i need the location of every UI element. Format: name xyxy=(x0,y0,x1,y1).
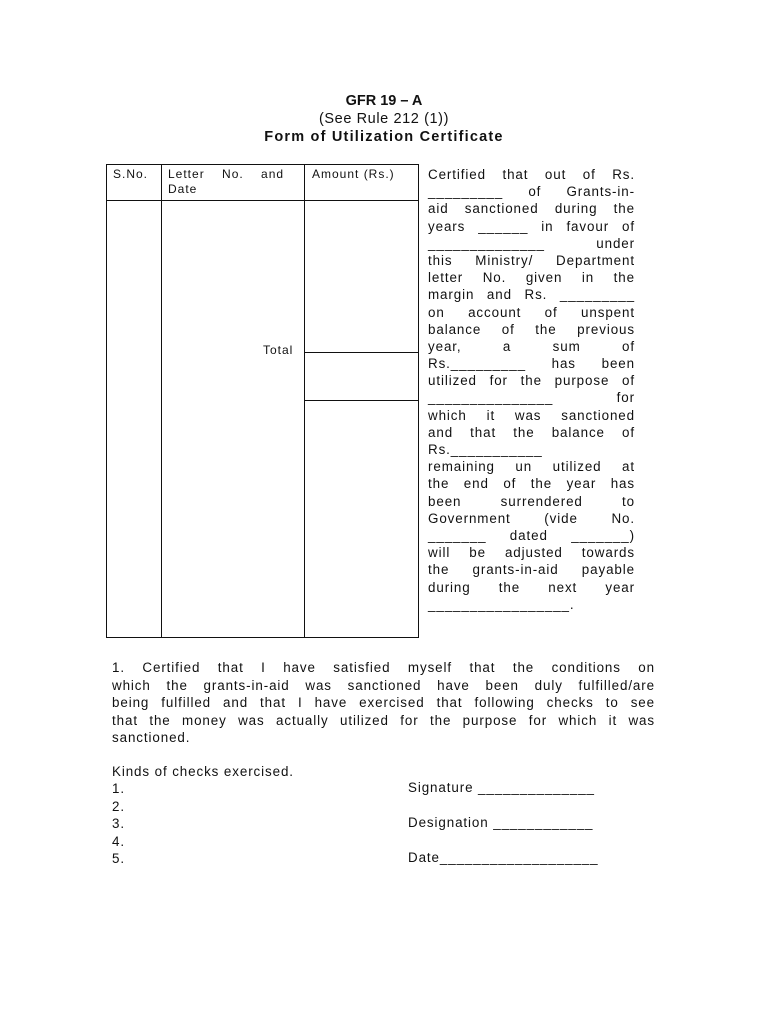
check-item: 1. xyxy=(112,781,125,797)
check-item: 2. xyxy=(112,798,125,814)
certificate-line: ______________ under xyxy=(428,235,635,251)
certificate-line: _______________ for xyxy=(428,390,635,406)
grants-table xyxy=(106,164,419,638)
table-header-rule xyxy=(107,200,418,201)
table-divider xyxy=(304,165,305,637)
certificate-line: been surrendered to xyxy=(428,493,635,509)
certification-paragraph xyxy=(112,659,655,747)
certificate-line: _______ dated _______) xyxy=(428,527,635,543)
paragraph-line: that the money was actually utilized for the purpose for which it was xyxy=(112,712,655,728)
certificate-line: aid sanctioned during the xyxy=(428,201,635,217)
checks-list xyxy=(112,763,294,867)
column-header-letter: Letter No. and xyxy=(168,167,285,181)
date-field: Date___________________ xyxy=(408,850,599,865)
certificate-line: year, a sum of xyxy=(428,338,635,354)
column-header-letter-date: Date xyxy=(168,182,198,196)
designation-field: Designation ____________ xyxy=(408,815,594,830)
column-header-sno: S.No. xyxy=(113,167,149,181)
certificate-line: letter No. given in the xyxy=(428,270,635,286)
form-title: Form of Utilization Certificate xyxy=(264,129,504,145)
certificate-line: _________________. xyxy=(428,596,575,612)
total-bottom-rule xyxy=(304,400,418,401)
rule-reference: (See Rule 212 (1)) xyxy=(318,111,450,127)
check-item: 3. xyxy=(112,816,125,832)
certificate-line: the end of the year has xyxy=(428,476,635,492)
certificate-line: which it was sanctioned xyxy=(428,407,635,423)
total-label: Total xyxy=(263,343,294,357)
certificate-text xyxy=(428,166,635,613)
certificate-line: Rs.___________ xyxy=(428,442,543,457)
certificate-line: Certified that out of Rs. xyxy=(428,167,635,182)
total-top-rule xyxy=(304,352,418,353)
certificate-line: utilized for the purpose of xyxy=(428,373,635,389)
table-divider xyxy=(161,165,162,637)
paragraph-line: which the grants-in-aid was sanctioned have been duly fulfilled/are xyxy=(112,677,655,693)
paragraph-line: 1. Certified that I have satisfied myself that the conditions on xyxy=(112,660,655,675)
check-item: 4. xyxy=(112,833,125,849)
signature-field: Signature ______________ xyxy=(408,780,595,795)
column-header-amount: Amount (Rs.) xyxy=(312,167,395,181)
form-code: GFR 19 – A xyxy=(345,93,423,109)
certificate-line: remaining un utilized at xyxy=(428,459,635,475)
certificate-line: Government (vide No. xyxy=(428,510,635,526)
paragraph-line: sanctioned. xyxy=(112,730,191,746)
checks-heading: Kinds of checks exercised. xyxy=(112,764,294,779)
check-item: 5. xyxy=(112,850,125,866)
certificate-line: during the next year xyxy=(428,579,635,595)
certificate-line: on account of unspent xyxy=(428,304,635,320)
certificate-line: the grants-in-aid payable xyxy=(428,562,635,578)
certificate-line: and that the balance of xyxy=(428,424,635,440)
certificate-line: years ______ in favour of xyxy=(428,218,635,234)
certificate-line: balance of the previous xyxy=(428,321,635,337)
certificate-line: _________ of Grants-in- xyxy=(428,184,635,200)
certificate-line: Rs._________ has been xyxy=(428,356,635,372)
certificate-line: this Ministry/ Department xyxy=(428,252,635,268)
certificate-line: margin and Rs. _________ xyxy=(428,287,635,303)
paragraph-line: being fulfilled and that I have exercised that following checks to see xyxy=(112,695,655,711)
certificate-line: will be adjusted towards xyxy=(428,545,635,561)
